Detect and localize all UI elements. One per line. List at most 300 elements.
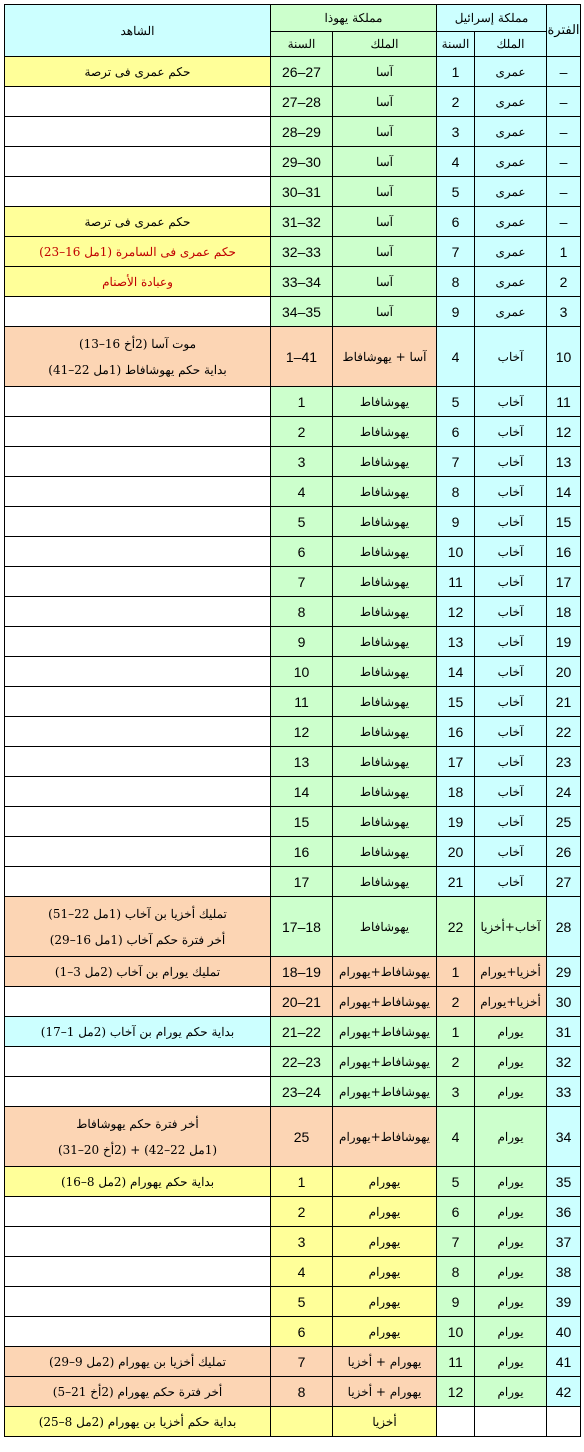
period-cell: 40 [547,1317,581,1347]
judah-year-cell: 1 [271,1167,333,1197]
judah-king-cell: يهوشافاط [333,717,437,747]
judah-year-cell: 34–33 [271,267,333,297]
table-row [5,177,581,207]
period-cell: 37 [547,1227,581,1257]
period-cell: 11 [547,387,581,417]
witness-cell [5,1317,271,1347]
israel-king-cell: عمرى [475,87,547,117]
period-cell: 22 [547,717,581,747]
israel-king-cell: يورام [475,1167,547,1197]
period-cell: 1 [547,237,581,267]
period-cell: 20 [547,657,581,687]
period-cell: – [547,207,581,237]
period-cell: 16 [547,537,581,567]
israel-king-cell: يورام [475,1197,547,1227]
judah-year-cell: 4 [271,1257,333,1287]
israel-year-cell: 10 [437,1317,475,1347]
judah-year-cell: 22–21 [271,1017,333,1047]
israel-king-cell: يورام [475,1257,547,1287]
witness-line: أخر فترة حكم آخاب (1مل 16–29) [49,932,226,947]
witness-line: وعبادة الأصنام [102,274,173,289]
judah-king-cell: يهوشافاط [333,687,437,717]
witness-cell [5,1047,271,1077]
israel-king-cell: يورام [475,1287,547,1317]
witness-cell [5,1077,271,1107]
witness-line: بداية حكم يورام بن آخاب (2مل 1–17) [40,1024,235,1039]
witness-cell [5,1347,271,1377]
period-cell: 14 [547,477,581,507]
judah-year-cell: 3 [271,1227,333,1257]
witness-cell [5,477,271,507]
table-row [5,87,581,117]
judah-king-cell: يهورام [333,1287,437,1317]
witness-cell [5,1197,271,1227]
israel-year-cell: 13 [437,627,475,657]
judah-year-cell [271,1407,333,1437]
judah-king-cell: يهورام + أخزيا [333,1347,437,1377]
period-cell: 39 [547,1287,581,1317]
period-cell: 30 [547,987,581,1017]
judah-king-cell: آسا [333,297,437,327]
israel-king-cell: يورام [475,1017,547,1047]
israel-king-cell: عمرى [475,297,547,327]
period-cell: 35 [547,1167,581,1197]
judah-year-cell: 2 [271,1197,333,1227]
witness-line: موت آسا (2أخ 16–13) [78,336,197,351]
israel-year-cell: 8 [437,477,475,507]
israel-year-cell: 7 [437,237,475,267]
witness-cell [5,57,271,87]
header-judah-year: السنة [271,32,333,57]
judah-year-cell: 14 [271,777,333,807]
header-witness: الشاهد [5,5,271,57]
witness-cell [5,567,271,597]
witness-cell [5,267,271,297]
israel-king-cell: عمرى [475,117,547,147]
israel-king-cell: يورام [475,1227,547,1257]
israel-year-cell: 21 [437,867,475,897]
witness-cell [5,777,271,807]
witness-cell [5,1167,271,1197]
israel-year-cell: 12 [437,1377,475,1407]
table-row [5,477,581,507]
israel-year-cell: 4 [437,327,475,387]
judah-king-cell: يهوشافاط+يهورام [333,1047,437,1077]
israel-king-cell: آخاب [475,627,547,657]
israel-year-cell: 3 [437,117,475,147]
table-row [5,1197,581,1227]
witness-cell [5,597,271,627]
judah-year-cell: 1 [271,387,333,417]
israel-year-cell: 1 [437,957,475,987]
israel-year-cell: 4 [437,1107,475,1167]
judah-year-cell: 7 [271,1347,333,1377]
witness-cell [5,837,271,867]
judah-king-cell: يهورام + أخزيا [333,1377,437,1407]
table-row [5,1347,581,1377]
israel-year-cell: 6 [437,1197,475,1227]
judah-year-cell: 32–31 [271,207,333,237]
header-period: الفترة [547,5,581,57]
witness-line: حكم عمرى فى السامرة (1مل 16–23) [39,244,236,259]
judah-year-cell: 10 [271,657,333,687]
period-cell: – [547,57,581,87]
judah-king-cell: أخزيا [333,1407,437,1437]
judah-year-cell: 27–26 [271,57,333,87]
israel-king-cell: آخاب+أخزيا [475,897,547,957]
israel-king-cell: أخزيا+يورام [475,957,547,987]
table-row [5,897,581,957]
judah-year-cell: 8 [271,597,333,627]
witness-cell [5,387,271,417]
witness-cell [5,327,271,387]
judah-king-cell: يهوشافاط [333,867,437,897]
table-row [5,627,581,657]
period-cell: 25 [547,807,581,837]
judah-year-cell: 41–1 [271,327,333,387]
witness-cell [5,87,271,117]
israel-king-cell: آخاب [475,717,547,747]
judah-king-cell: يهوشافاط [333,387,437,417]
table-row [5,297,581,327]
judah-year-cell: 29–28 [271,117,333,147]
israel-king-cell: آخاب [475,567,547,597]
judah-year-cell: 5 [271,507,333,537]
table-row [5,237,581,267]
table-row [5,417,581,447]
witness-cell [5,447,271,477]
witness-cell [5,1017,271,1047]
judah-year-cell: 11 [271,687,333,717]
judah-king-cell: يهورام [333,1167,437,1197]
judah-king-cell: يهورام [333,1227,437,1257]
israel-king-cell: آخاب [475,537,547,567]
israel-year-cell: 17 [437,747,475,777]
table-row [5,1227,581,1257]
witness-cell [5,1227,271,1257]
judah-year-cell: 15 [271,807,333,837]
witness-line: حكم عمرى فى ترصة [84,214,191,229]
judah-year-cell: 6 [271,537,333,567]
table-row [5,537,581,567]
israel-king-cell [475,1407,547,1437]
witness-cell [5,207,271,237]
israel-king-cell: يورام [475,1347,547,1377]
table-row [5,1077,581,1107]
table-row [5,807,581,837]
witness-cell [5,957,271,987]
israel-king-cell: يورام [475,1377,547,1407]
witness-cell [5,717,271,747]
judah-king-cell: آسا [333,177,437,207]
period-cell: 26 [547,837,581,867]
israel-king-cell: آخاب [475,327,547,387]
judah-year-cell: 4 [271,477,333,507]
israel-king-cell: عمرى [475,147,547,177]
israel-year-cell: 18 [437,777,475,807]
table-row [5,657,581,687]
judah-year-cell: 3 [271,447,333,477]
israel-king-cell: عمرى [475,267,547,297]
israel-year-cell: 4 [437,147,475,177]
israel-year-cell: 2 [437,987,475,1017]
period-cell: 38 [547,1257,581,1287]
witness-cell [5,1107,271,1167]
period-cell: 32 [547,1047,581,1077]
period-cell: 23 [547,747,581,777]
israel-year-cell: 11 [437,1347,475,1377]
witness-line: (1مل 22–42) + (2أخ 20–31) [57,1142,218,1157]
judah-year-cell: 8 [271,1377,333,1407]
period-cell: – [547,87,581,117]
judah-king-cell: آسا [333,237,437,267]
judah-year-cell: 17 [271,867,333,897]
judah-king-cell: آسا [333,207,437,237]
witness-cell [5,687,271,717]
period-cell: 33 [547,1077,581,1107]
witness-cell [5,417,271,447]
israel-king-cell: يورام [475,1107,547,1167]
table-row [5,687,581,717]
witness-cell [5,627,271,657]
judah-king-cell: يهوشافاط [333,447,437,477]
table-row [5,267,581,297]
table-row [5,147,581,177]
judah-king-cell: يهوشافاط [333,837,437,867]
judah-king-cell: يهورام [333,1317,437,1347]
israel-year-cell: 7 [437,1227,475,1257]
judah-king-cell: آسا [333,147,437,177]
judah-king-cell: آسا [333,87,437,117]
israel-king-cell: آخاب [475,747,547,777]
israel-king-cell: آخاب [475,657,547,687]
judah-year-cell: 12 [271,717,333,747]
header-israel-year: السنة [437,32,475,57]
period-cell: 29 [547,957,581,987]
judah-king-cell: يهوشافاط [333,807,437,837]
israel-year-cell: 9 [437,297,475,327]
table-row [5,1107,581,1167]
israel-year-cell: 19 [437,807,475,837]
table-row [5,57,581,87]
judah-king-cell: يهوشافاط [333,627,437,657]
period-cell: – [547,177,581,207]
table-row [5,327,581,387]
table-row [5,507,581,537]
judah-year-cell: 33–32 [271,237,333,267]
table-body [5,57,581,1437]
judah-year-cell: 6 [271,1317,333,1347]
israel-king-cell: آخاب [475,447,547,477]
judah-year-cell: 9 [271,627,333,657]
period-cell: 34 [547,1107,581,1167]
kings-chronology-table [4,4,581,1437]
judah-king-cell: يهوشافاط [333,597,437,627]
judah-king-cell: يهوشافاط+يهورام [333,987,437,1017]
israel-year-cell: 16 [437,717,475,747]
israel-year-cell: 6 [437,417,475,447]
witness-line: حكم عمرى فى ترصة [84,64,191,79]
israel-year-cell: 6 [437,207,475,237]
period-cell: 24 [547,777,581,807]
table-row [5,1317,581,1347]
judah-king-cell: يهوشافاط [333,417,437,447]
table-row [5,747,581,777]
israel-year-cell: 9 [437,1287,475,1317]
israel-king-cell: يورام [475,1317,547,1347]
israel-king-cell: عمرى [475,177,547,207]
israel-year-cell: 2 [437,87,475,117]
period-cell: – [547,147,581,177]
table-row [5,567,581,597]
witness-line: تمليك يورام بن آخاب (2مل 3–1) [54,964,221,979]
israel-king-cell: آخاب [475,837,547,867]
judah-king-cell: يهوشافاط [333,507,437,537]
period-cell: 17 [547,567,581,597]
judah-king-cell: آسا [333,267,437,297]
israel-year-cell: 1 [437,57,475,87]
table-row [5,207,581,237]
israel-king-cell: آخاب [475,807,547,837]
israel-year-cell: 9 [437,507,475,537]
header-israel-king: الملك [475,32,547,57]
israel-year-cell: 12 [437,597,475,627]
israel-king-cell: عمرى [475,237,547,267]
witness-line: تمليك أخزيا بن يهورام (2مل 9–29) [49,1354,226,1369]
israel-king-cell: آخاب [475,417,547,447]
period-cell: 18 [547,597,581,627]
table-row [5,1287,581,1317]
header-israel-kingdom: مملكة إسرائيل [437,5,547,32]
period-cell: 19 [547,627,581,657]
israel-year-cell: 5 [437,1167,475,1197]
table-row [5,867,581,897]
table-row [5,447,581,477]
period-cell: 2 [547,267,581,297]
israel-king-cell: آخاب [475,687,547,717]
table-row [5,1047,581,1077]
judah-king-cell: يهورام [333,1257,437,1287]
israel-year-cell: 15 [437,687,475,717]
witness-cell [5,807,271,837]
witness-cell [5,537,271,567]
judah-year-cell: 13 [271,747,333,777]
witness-cell [5,657,271,687]
witness-line: بداية حكم يهورام (2مل 8–16) [60,1174,215,1189]
period-cell: 15 [547,507,581,537]
israel-king-cell: عمرى [475,57,547,87]
judah-king-cell: يهورام [333,1197,437,1227]
header-judah-kingdom: مملكة يهوذا [271,5,437,32]
chronology-table-wrapper [4,4,580,1437]
period-cell: 36 [547,1197,581,1227]
israel-year-cell: 3 [437,1077,475,1107]
table-row [5,957,581,987]
witness-cell [5,1407,271,1437]
israel-year-cell: 5 [437,177,475,207]
judah-king-cell: آسا [333,117,437,147]
judah-year-cell: 31–30 [271,177,333,207]
judah-year-cell: 18–17 [271,897,333,957]
judah-year-cell: 7 [271,567,333,597]
table-row [5,987,581,1017]
israel-king-cell: يورام [475,1047,547,1077]
witness-cell [5,867,271,897]
period-cell: 42 [547,1377,581,1407]
israel-year-cell: 2 [437,1047,475,1077]
period-cell: 13 [547,447,581,477]
witness-cell [5,1257,271,1287]
judah-king-cell: يهوشافاط+يهورام [333,1017,437,1047]
israel-year-cell [437,1407,475,1437]
table-row [5,1167,581,1197]
table-row [5,1257,581,1287]
judah-king-cell: يهوشافاط [333,657,437,687]
israel-year-cell: 11 [437,567,475,597]
witness-cell [5,237,271,267]
israel-year-cell: 8 [437,267,475,297]
period-cell: 27 [547,867,581,897]
judah-year-cell: 28–27 [271,87,333,117]
period-cell [547,1407,581,1437]
israel-year-cell: 1 [437,1017,475,1047]
judah-year-cell: 24–23 [271,1077,333,1107]
israel-king-cell: آخاب [475,507,547,537]
witness-cell [5,507,271,537]
judah-king-cell: آسا + يهوشافاط [333,327,437,387]
israel-year-cell: 14 [437,657,475,687]
witness-cell [5,297,271,327]
period-cell: 41 [547,1347,581,1377]
judah-king-cell: يهوشافاط [333,897,437,957]
table-row [5,1017,581,1047]
table-row [5,1407,581,1437]
israel-king-cell: عمرى [475,207,547,237]
israel-year-cell: 10 [437,537,475,567]
israel-king-cell: آخاب [475,867,547,897]
israel-king-cell: آخاب [475,777,547,807]
judah-year-cell: 35–34 [271,297,333,327]
israel-year-cell: 20 [437,837,475,867]
witness-cell [5,117,271,147]
judah-king-cell: يهوشافاط+يهورام [333,1107,437,1167]
judah-king-cell: آسا [333,57,437,87]
israel-year-cell: 5 [437,387,475,417]
table-row [5,777,581,807]
judah-king-cell: يهوشافاط+يهورام [333,957,437,987]
judah-year-cell: 2 [271,417,333,447]
judah-king-cell: يهوشافاط+يهورام [333,1077,437,1107]
judah-year-cell: 23–22 [271,1047,333,1077]
witness-cell [5,1377,271,1407]
period-cell: 31 [547,1017,581,1047]
table-row [5,837,581,867]
judah-king-cell: يهوشافاط [333,777,437,807]
israel-year-cell: 8 [437,1257,475,1287]
judah-king-cell: يهوشافاط [333,477,437,507]
israel-king-cell: آخاب [475,477,547,507]
period-cell: 12 [547,417,581,447]
judah-king-cell: يهوشافاط [333,747,437,777]
witness-cell [5,147,271,177]
israel-king-cell: أخزيا+يورام [475,987,547,1017]
witness-cell [5,747,271,777]
header-judah-king: الملك [333,32,437,57]
period-cell: 21 [547,687,581,717]
period-cell: – [547,117,581,147]
judah-king-cell: يهوشافاط [333,537,437,567]
judah-year-cell: 30–29 [271,147,333,177]
